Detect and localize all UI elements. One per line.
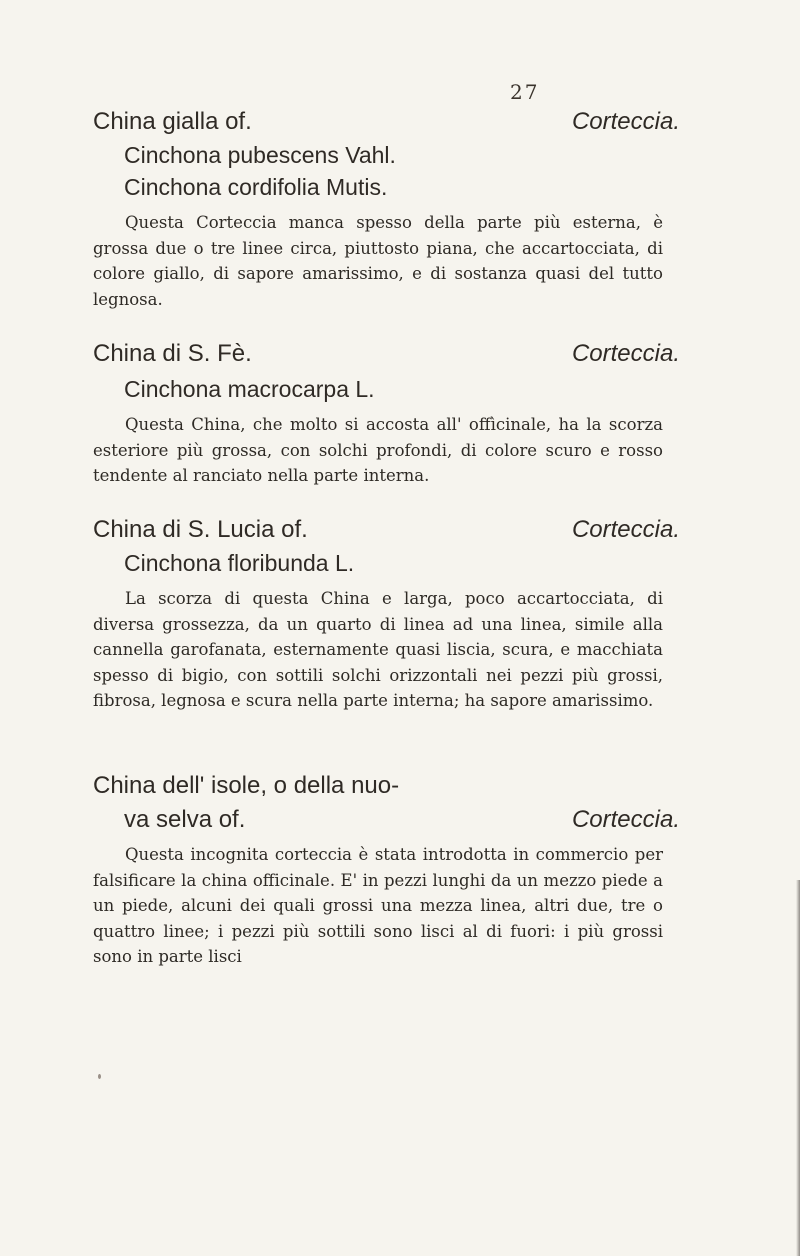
entry-name: China di S. Lucia of.	[93, 516, 308, 543]
synonym: Cinchona cordifolia Mutis.	[124, 174, 388, 200]
entry-heading	[124, 806, 680, 834]
entry-name: China gialla of.	[93, 108, 252, 135]
synonym: Cinchona macrocarpa L.	[124, 376, 375, 402]
page-number: 27	[510, 80, 540, 104]
page-edge-shadow	[796, 880, 800, 1256]
entry-heading	[93, 772, 680, 800]
entry-heading	[93, 340, 680, 368]
entry-heading	[93, 516, 680, 544]
synonym: Cinchona pubescens Vahl.	[124, 142, 396, 168]
synonym: Cinchona floribunda L.	[124, 550, 355, 576]
entry-name: China di S. Fè.	[93, 340, 252, 367]
entry-description: Questa China, che molto si accosta all' offìcinale, ha la scorza esteriore più grossa, con solchi profondi, di colore scuro e rosso tendente al ranciato nella parte interna.	[93, 415, 663, 485]
entry-type: Corteccia.	[571, 108, 680, 135]
entry-type: Corteccia.	[571, 806, 680, 833]
entry-name: va selva of.	[124, 806, 246, 833]
entry-description: Questa Corteccia manca spesso della parte più esterna, è grossa due o tre linee circa, piuttosto piana, che accartocciata, di colore giallo, di sapore amarissimo, e di sostanza quasi del tutto legnosa.	[93, 213, 663, 309]
entry-type: Corteccia.	[571, 516, 680, 543]
entry-type: Corteccia.	[571, 340, 680, 367]
ink-smudge	[98, 1074, 101, 1079]
entry-name: China dell' isole, o della nuo-	[93, 772, 400, 799]
entry-heading	[93, 108, 680, 136]
entry-description: Questa incognita corteccia è stata introdotta in commercio per falsificare la china officinale. E' in pezzi lunghi da un mezzo piede a un piede, alcuni dei quali grossi una mezza linea, altri due, tre o quattro linee; i pezzi più sottili sono lisci al di fuori: i più grossi sono in parte lisci	[93, 845, 663, 966]
entry-description: La scorza di questa China e larga, poco accartocciata, di diversa grossezza, da un quarto di linea ad una linea, simile alla cannella garofanata, esternamente quasi liscia, scura, e macchiata spesso di bigio, con sottili solchi orizzontali nei pezzi più grossi, fibrosa, legnosa e scura nella parte interna; ha sapore amarissimo.	[93, 589, 663, 710]
